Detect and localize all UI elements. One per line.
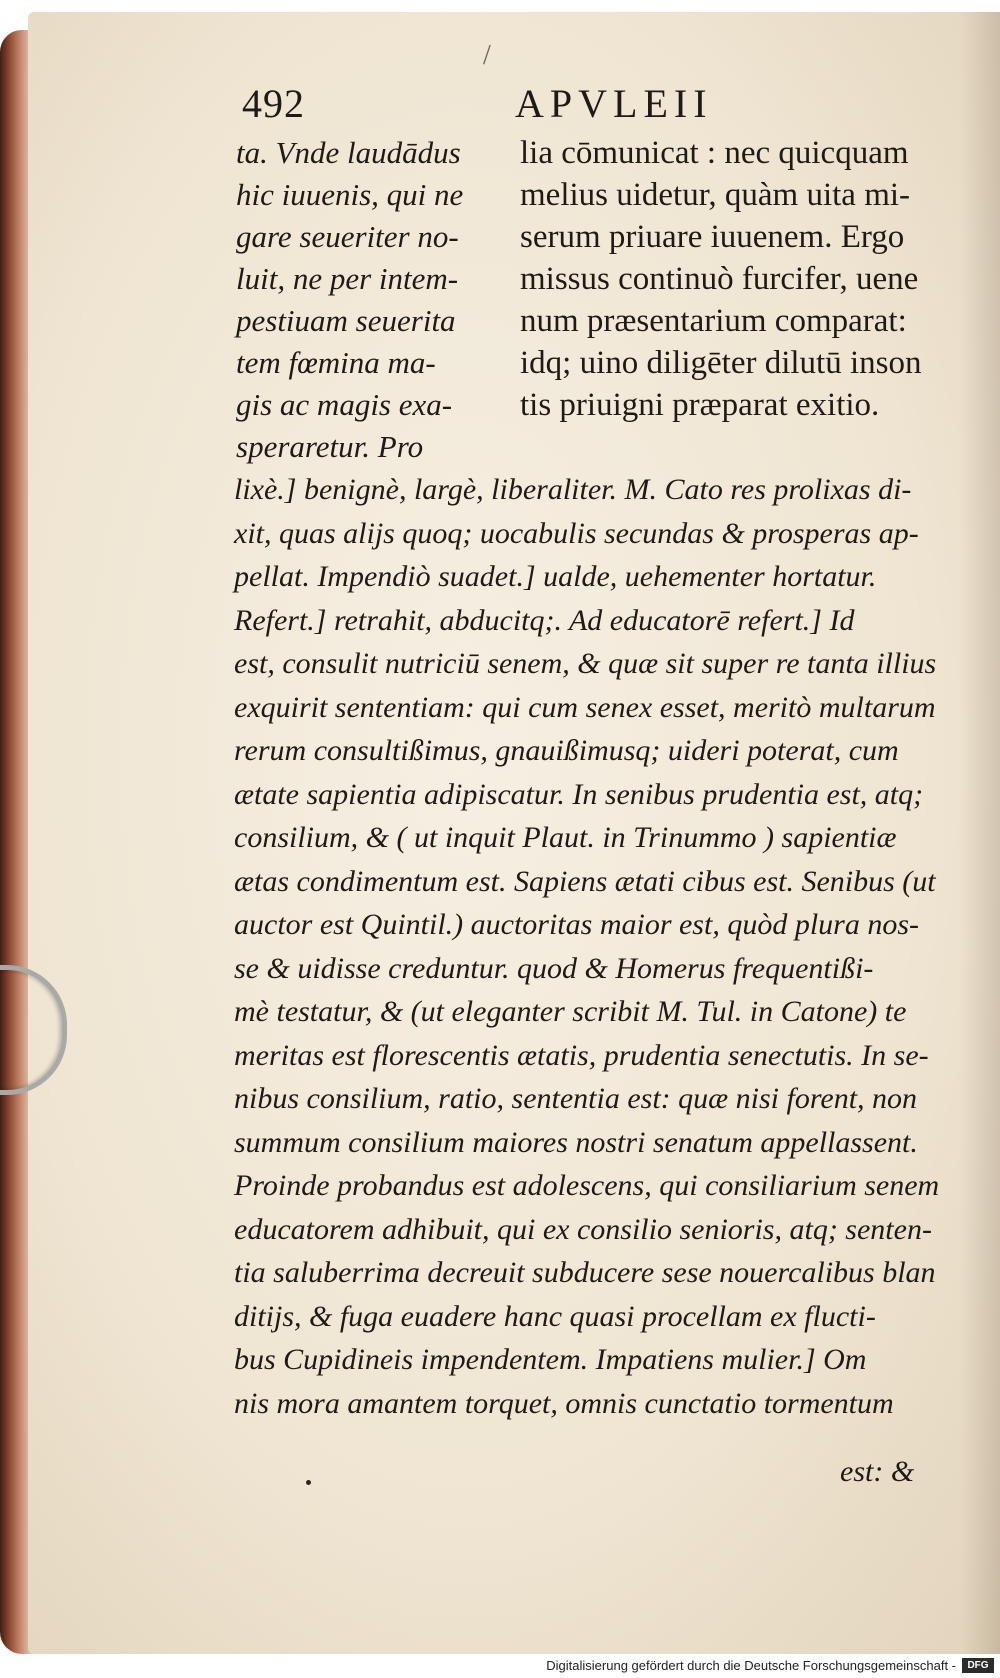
gutter-shadow (960, 12, 1000, 1654)
page-number: 492 (242, 81, 305, 126)
catchword: est: & (840, 1455, 915, 1488)
main-text-line: serum priuare iuuenem. Ergo (520, 219, 905, 255)
commentary-line: est, consulit nutriciū senem, & quæ sit super re tanta illius (234, 647, 937, 680)
left-column-commentary (236, 132, 463, 468)
commentary-line: tia saluberrima decreuit subducere sese nouercalibus blan (234, 1256, 936, 1289)
commentary-line: rerum consultißimus, gnauißimusq; uideri poterat, cum (234, 734, 899, 767)
left-column-line: pestiuam seuerita (236, 303, 456, 338)
main-text-line: tis priuigni præparat exitio. (520, 387, 880, 423)
commentary-line: summum consilium maiores nostri senatum appellassent. (234, 1125, 918, 1159)
commentary-line: meritas est florescentis ætatis, prudentia senectutis. In se- (234, 1038, 929, 1072)
commentary-line: ætate sapientia adipiscatur. In senibus prudentia est, atq; (234, 777, 924, 811)
commentary-block (234, 468, 939, 1425)
left-column-line: speraretur. Pro (236, 429, 424, 464)
main-text-line: melius uidetur, quàm uita mi- (520, 177, 911, 213)
commentary-line: se & uidisse creduntur. quod & Homerus frequentißi- (234, 951, 874, 985)
commentary-line: pellat. Impendiò suadet.] ualde, uehementer hortatur. (234, 560, 877, 593)
commentary-line: Proinde probandus est adolescens, qui consiliarium senem (234, 1169, 940, 1202)
ink-dot (306, 1480, 311, 1485)
commentary-line: educatorem adhibuit, qui ex consilio senioris, atq; senten- (234, 1212, 932, 1246)
left-column-line: gis ac magis exa- (236, 387, 453, 422)
left-column-line: tem fœmina ma- (236, 345, 436, 380)
left-column-line: gare seueriter no- (236, 219, 459, 254)
main-text-line: lia cōmunicat : nec quicquam (520, 135, 909, 171)
commentary-line: ditijs, & fuga euadere hanc quasi procellam ex flucti- (234, 1299, 876, 1333)
commentary-line: lixè.] benignè, largè, liberaliter. M. Cato res prolixas di- (234, 473, 912, 506)
left-column-line: hic iuuenis, qui ne (236, 177, 464, 212)
commentary-line: ætas condimentum est. Sapiens ætati cibus est. Senibus (ut (234, 864, 936, 898)
commentary-line: auctor est Quintil.) auctoritas maior est, quòd plura nos- (234, 908, 919, 941)
left-column-line: luit, ne per intem- (236, 261, 459, 296)
running-title: APVLEII (515, 81, 713, 126)
commentary-line: bus Cupidineis impendentem. Impatiens mulier.] Om (234, 1343, 867, 1376)
top-mark: / (483, 40, 491, 71)
main-text-line: num præsentarium comparat: (520, 303, 907, 339)
commentary-line: xit, quas alijs quoq; uocabulis secundas & prosperas ap- (234, 516, 919, 550)
commentary-line: mè testatur, & (ut eleganter scribit M. Tul. in Catone) te (234, 995, 907, 1028)
commentary-line: consilium, & ( ut inquit Plaut. in Trinummo ) sapientiæ (234, 821, 897, 854)
commentary-line: exquirit sententiam: qui cum senex esset, meritò multarum (234, 690, 936, 724)
right-column-main-text (520, 132, 921, 426)
main-text-line: idq; uino diligēter dilutū inson (520, 345, 922, 381)
footer-credit: Digitalisierung gefördert durch die Deutsche Forschungsgemeinschaft - (546, 1658, 956, 1673)
commentary-line: nis mora amantem torquet, omnis cunctatio tormentum (234, 1386, 894, 1420)
footer-bar (0, 1654, 1000, 1678)
main-text-line: missus continuò furcifer, uene (520, 261, 919, 297)
commentary-line: Refert.] retrahit, abducitq;. Ad educatorē refert.] Id (234, 603, 855, 637)
dfg-logo: DFG (962, 1658, 994, 1673)
left-column-line: ta. Vnde laudādus (236, 135, 461, 170)
commentary-line: nibus consilium, ratio, sententia est: quæ nisi forent, non (234, 1082, 918, 1115)
